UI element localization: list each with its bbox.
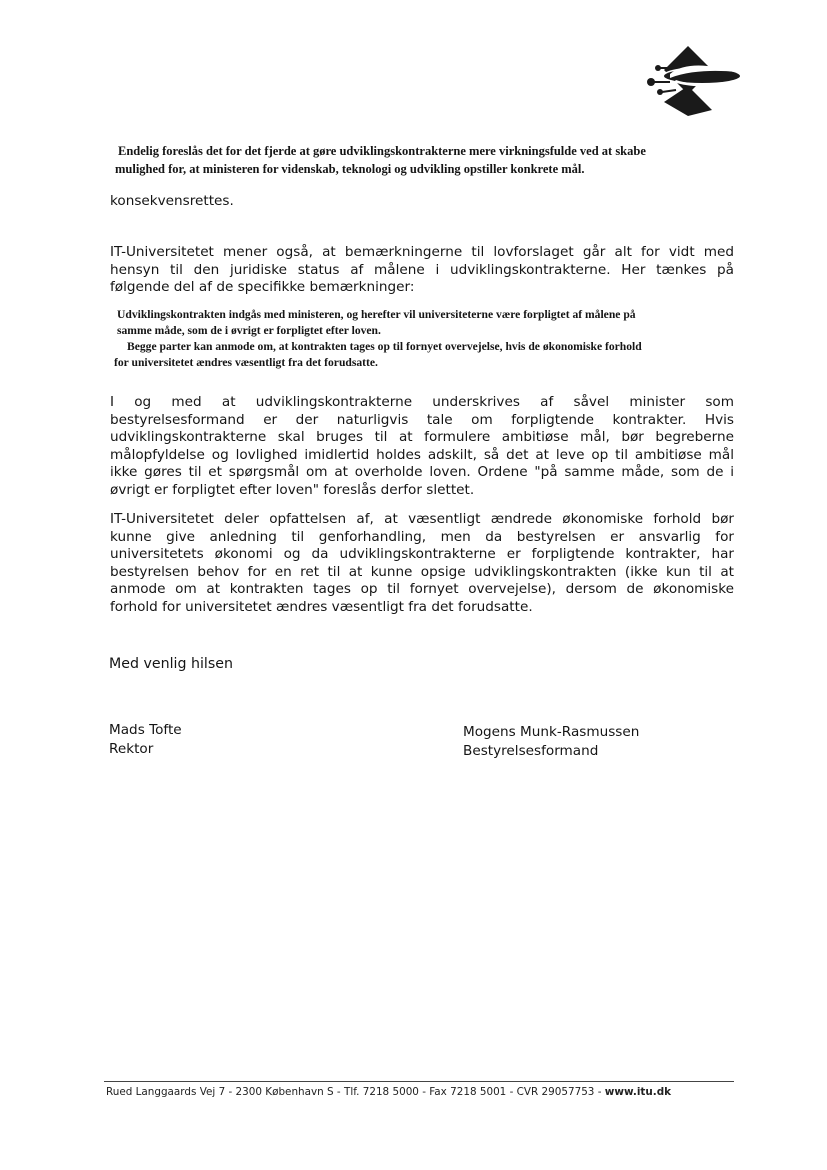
- paragraph-line: IT-Universitetet deler opfattelsen af, at væsentligt ændrede økonomiske forhold bør: [110, 511, 734, 527]
- intro-paragraph: [115, 142, 722, 178]
- paragraph-line: målopfyldelse og lovlighed imidlertid holdes adskilt, så det at leve op til ambitiøse mål: [110, 446, 734, 463]
- signatory-title: Bestyrelsesformand: [463, 743, 599, 759]
- paragraph-line: kunne give anledning til genforhandling, men da bestyrelsen er ansvarlig for: [110, 528, 734, 545]
- paragraph-line: øvrigt er forpligtet efter loven" foreslås derfor slettet.: [110, 481, 475, 498]
- konsekvens-text: konsekvensrettes.: [110, 193, 234, 209]
- intro-line: Endelig foreslås det for det fjerde at gøre udviklingskontrakterne mere virkningsfulde ved at skabe: [118, 144, 646, 158]
- signature-right: [463, 723, 639, 761]
- paragraph-line: universitetets økonomi og da udviklingskontrakterne er forpligtende kontrakter, har: [110, 546, 734, 562]
- paragraph-economy: [110, 511, 734, 616]
- quote-line: Begge parter kan anmode om, at kontrakten tages op til fornyet overvejelse, hvis de økonomiske forhold: [127, 340, 642, 353]
- footer: [106, 1086, 671, 1098]
- paragraph-line: hensyn til den juridiske status af målene i udviklingskontrakterne. Her tænkes på: [110, 261, 734, 278]
- footer-address: Rued Langgaards Vej 7 - 2300 København S - Tlf. 7218 5000 - Fax 7218 5001 - CVR 29057753 -: [106, 1086, 605, 1098]
- paragraph-line: IT-Universitetet mener også, at bemærkningerne til lovforslaget går alt for vidt med: [110, 244, 734, 260]
- paragraph-line: udviklingskontrakterne skal bruges til at formulere ambitiøse mål, bør begreberne: [110, 429, 734, 445]
- paragraph-line: ikke gøres til et spørgsmål om at overholde loven. Ordene "på samme måde, som de i: [110, 464, 734, 480]
- paragraph-line: I og med at udviklingskontrakterne underskrives af såvel minister som: [110, 394, 734, 410]
- paragraph-status: [110, 244, 734, 297]
- paragraph-contracts: [110, 394, 734, 499]
- quoted-remarks: [114, 307, 717, 371]
- paragraph-line: bestyrelsesformand er der naturligvis tale om forpligtende kontrakter. Hvis: [110, 411, 734, 428]
- quote-line: samme måde, som de i øvrigt er forpligtet efter loven.: [117, 324, 381, 337]
- itu-logo-icon: [640, 44, 750, 116]
- paragraph-line: forhold for universitetet ændres væsentligt fra det forudsatte.: [110, 598, 533, 615]
- closing-greeting: Med venlig hilsen: [109, 656, 233, 672]
- signature-left: [109, 721, 182, 759]
- footer-website-link[interactable]: www.itu.dk: [604, 1086, 672, 1098]
- signatory-name: Mads Tofte: [109, 722, 182, 738]
- paragraph-line: bestyrelsen behov for en ret til at kunne opsige udviklingskontrakten (ikke kun til at: [110, 563, 734, 580]
- paragraph-line: følgende del af de specifikke bemærkninger:: [110, 279, 415, 295]
- signatory-name: Mogens Munk-Rasmussen: [463, 724, 640, 740]
- signatory-title: Rektor: [109, 741, 154, 757]
- intro-line: mulighed for, at ministeren for videnskab, teknologi og udvikling opstiller konkrete mål.: [115, 162, 585, 176]
- paragraph-line: anmode om at kontrakten tages op til fornyet overvejelse), dersom de økonomiske: [110, 581, 734, 597]
- quote-line: for universitetet ændres væsentligt fra det forudsatte.: [114, 356, 378, 369]
- footer-divider: [104, 1081, 734, 1082]
- quote-line: Udviklingskontrakten indgås med ministeren, og herefter vil universiteterne være forpligtet af målene på: [117, 308, 636, 321]
